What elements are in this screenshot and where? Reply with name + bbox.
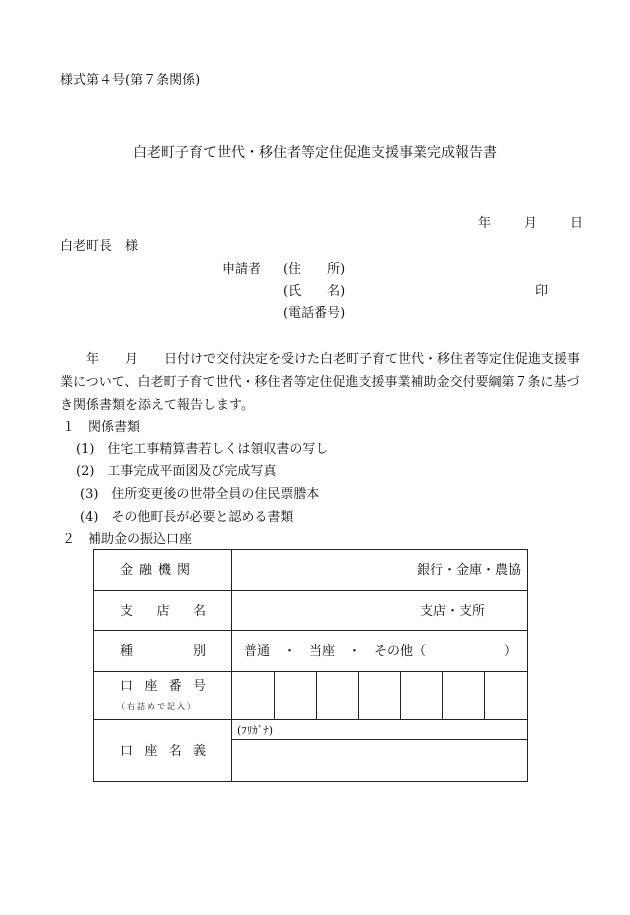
account-number-note: （右詰めで記入）	[117, 702, 197, 711]
account-type-label: 種 別	[120, 644, 206, 659]
date-year: 年	[478, 216, 492, 231]
account-holder-label: 口座名義	[120, 744, 206, 759]
branch-type-suffix: 支店・支所	[420, 604, 486, 619]
section-bank-account-heading: ２ 補助金の振込口座	[62, 532, 193, 547]
applicant-address-label: (住 所)	[283, 262, 346, 277]
account-number-label: 口座番号	[120, 679, 206, 694]
document-item-2: (2) 工事完成平面図及び完成写真	[76, 464, 277, 479]
document-item-3: (3) 住所変更後の世帯全員の住民票謄本	[80, 487, 320, 502]
section-related-documents-heading: １ 関係書類	[62, 420, 141, 435]
bank-type-suffix: 銀行・金庫・農協	[416, 563, 521, 578]
document-item-4: (4) その他町長が必要と認める書類	[80, 510, 294, 525]
applicant-phone-label: (電話番号)	[283, 306, 346, 321]
furigana-label: (ﾌﾘｶﾞﾅ)	[237, 724, 274, 737]
addressee: 白老町長 様	[60, 239, 139, 254]
document-title: 白老町子育て世代・移住者等定住促進支援事業完成報告書	[133, 145, 497, 161]
bank-account-table	[93, 549, 528, 782]
date-line	[478, 217, 583, 230]
bank-name-label: 金融機関	[120, 563, 197, 578]
applicant-label: 申請者	[222, 262, 262, 277]
date-day: 日	[570, 216, 584, 231]
seal-mark: 印	[535, 284, 549, 299]
report-body-text: 年 月 日付けで交付決定を受けた白老町子育て世代・移住者等定住促進支援事業について、白老町子育て世代・移住者等定住促進支援事業補助金交付要綱第７条に基づき関係書類を添えて報告します。	[60, 352, 581, 413]
document-item-1: (1) 住宅工事精算書若しくは領収書の写し	[76, 442, 329, 457]
date-month: 月	[524, 216, 538, 231]
account-type-options: 普通 ・ 当座 ・ その他（ ）	[244, 644, 518, 659]
applicant-name-label: (氏 名)	[283, 284, 346, 299]
branch-name-label: 支店名	[120, 604, 206, 619]
form-number: 様式第４号(第７条関係)	[60, 73, 201, 88]
